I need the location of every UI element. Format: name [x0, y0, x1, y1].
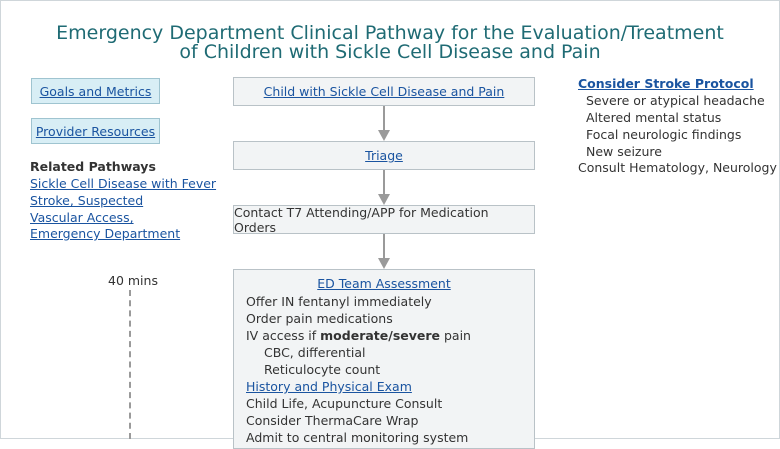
related-pathways-heading: Related Pathways [30, 159, 156, 174]
assessment-item-iv-access: IV access if moderate/severe pain [246, 328, 471, 343]
related-link-vascular-access[interactable]: Vascular Access, Emergency Department [30, 210, 181, 241]
stroke-criterion-headache: Severe or atypical headache [586, 93, 765, 108]
flow-step-child-with-scd-link[interactable]: Child with Sickle Cell Disease and Pain [263, 84, 505, 99]
stroke-criterion-seizure: New seizure [586, 144, 662, 159]
goals-and-metrics-button[interactable] [31, 78, 160, 104]
page-title-line-1: Emergency Department Clinical Pathway for the Evaluation/Treatment [56, 22, 724, 44]
stroke-criterion-neuro-findings: Focal neurologic findings [586, 127, 742, 142]
assessment-subitem-reticulocyte: Reticulocyte count [264, 362, 381, 377]
flow-step-ed-team-assessment [233, 269, 535, 449]
stroke-consult-text: Consult Hematology, Neurology [578, 160, 777, 175]
flow-step-contact-attending-label: Contact T7 Attending/APP for Medication Orders [234, 204, 489, 235]
flow-step-triage-link[interactable]: Triage [365, 148, 403, 163]
page-title-line-2: of Children with Sickle Cell Disease and Pain [179, 41, 601, 63]
assessment-item-child-life: Child Life, Acupuncture Consult [246, 396, 443, 411]
flow-step-contact-attending [233, 205, 535, 234]
flow-step-child-with-scd[interactable] [233, 77, 535, 106]
goals-and-metrics-link[interactable]: Goals and Metrics [39, 83, 152, 99]
severity-emphasis: moderate/severe [320, 328, 440, 343]
related-link-sickle-cell-fever[interactable]: Sickle Cell Disease with Fever [30, 176, 217, 191]
history-physical-exam-link[interactable]: History and Physical Exam [246, 379, 412, 394]
timer-dashed-line [129, 290, 131, 439]
assessment-subitem-cbc: CBC, differential [264, 345, 366, 360]
stroke-protocol-link[interactable]: Consider Stroke Protocol [578, 76, 754, 91]
flow-arrow-3 [382, 234, 386, 269]
assessment-item-monitoring: Admit to central monitoring system [246, 430, 469, 445]
stroke-criterion-mental-status: Altered mental status [586, 110, 722, 125]
flow-arrow-2 [382, 170, 386, 205]
flow-arrow-1 [382, 106, 386, 141]
related-link-stroke-suspected[interactable]: Stroke, Suspected [30, 193, 144, 208]
provider-resources-link[interactable]: Provider Resources [35, 123, 156, 139]
ed-team-assessment-link[interactable]: ED Team Assessment [317, 276, 451, 291]
assessment-item-thermacare: Consider ThermaCare Wrap [246, 413, 419, 428]
timer-label: 40 mins [108, 273, 158, 288]
provider-resources-button[interactable] [31, 118, 160, 144]
flow-step-triage[interactable] [233, 141, 535, 170]
assessment-item-fentanyl: Offer IN fentanyl immediately [246, 294, 432, 309]
assessment-item-pain-meds: Order pain medications [246, 311, 393, 326]
